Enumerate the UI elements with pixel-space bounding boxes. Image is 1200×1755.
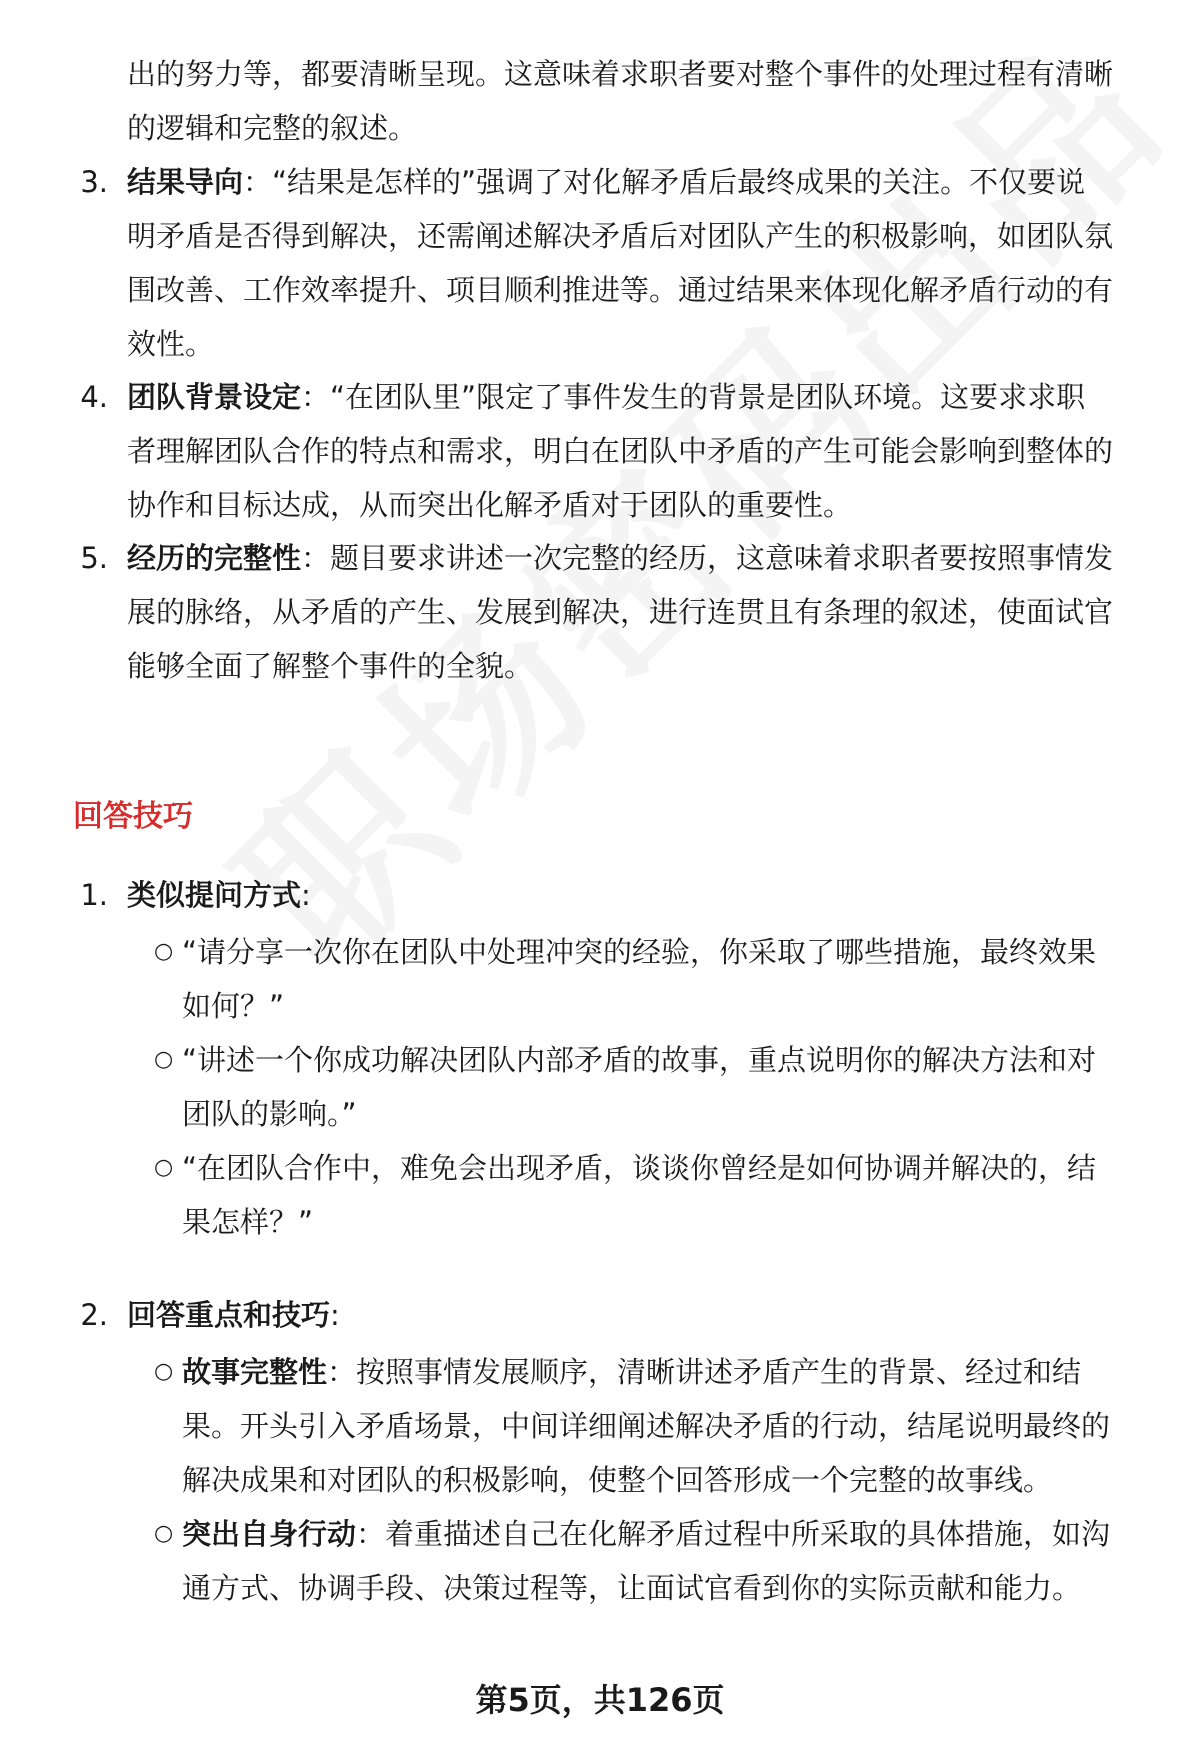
list-item-text: ：题目要求讲述一次完整的经历，这意味着求职者要按照事情发: [301, 541, 1114, 575]
list-number: 2.: [80, 1298, 108, 1332]
list-item-first-line: [127, 152, 1085, 212]
bullet-icon: ○: [154, 1359, 174, 1384]
intro-line: 出的努力等，都要清晰呈现。这意味着求职者要对整个事件的处理过程有清晰: [127, 57, 1114, 91]
list-number: 4.: [80, 380, 108, 414]
bullet-first-line: [182, 1504, 1110, 1564]
bullet-line: 如何？”: [182, 989, 285, 1023]
list-item-line: 能够全面了解整个事件的全貌。: [127, 649, 534, 683]
bullet-line: “讲述一个你成功解决团队内部矛盾的故事，重点说明你的解决方法和对: [182, 1043, 1097, 1077]
bullet-title: 突出自身行动: [182, 1517, 357, 1551]
list-item-line: 展的脉络，从矛盾的产生、发展到解决，进行连贯且有条理的叙述，使面试官: [127, 595, 1114, 629]
bullet-line: “在团队合作中，难免会出现矛盾，谈谈你曾经是如何协调并解决的，结: [182, 1151, 1097, 1185]
bullet-icon: ○: [154, 1155, 174, 1180]
bullet-line: 果怎样？”: [182, 1205, 314, 1239]
bullet-line: 果。开头引入矛盾场景，中间详细阐述解决矛盾的行动，结尾说明最终的: [182, 1409, 1111, 1443]
list-item-line: 明矛盾是否得到解决，还需阐述解决矛盾后对团队产生的积极影响，如团队氛: [127, 219, 1114, 253]
bullet-icon: ○: [154, 939, 174, 964]
bullet-icon: ○: [154, 1521, 174, 1546]
bullet-icon: ○: [154, 1047, 174, 1072]
list-number: 1.: [80, 878, 108, 912]
bullet-line: 团队的影响。”: [182, 1097, 357, 1131]
list-number: 5.: [80, 541, 108, 575]
list-item-title: 经历的完整性: [127, 541, 302, 575]
colon: :: [330, 1298, 340, 1332]
list-item-title: 团队背景设定: [127, 380, 302, 414]
list-item-heading: [127, 1285, 340, 1345]
list-number: 3.: [80, 165, 108, 199]
list-item-line: 效性。: [127, 327, 215, 361]
bullet-first-line: [182, 1342, 1081, 1402]
list-item-text: ：“结果是怎样的”强调了对化解矛盾后最终成果的关注。不仅要说: [243, 165, 1086, 199]
list-item-title: 回答重点和技巧: [127, 1298, 331, 1332]
bullet-line: “请分享一次你在团队中处理冲突的经验，你采取了哪些措施，最终效果: [182, 935, 1097, 969]
colon: :: [301, 878, 311, 912]
intro-line: 的逻辑和完整的叙述。: [127, 111, 418, 145]
bullet-line: 通方式、协调手段、决策过程等，让面试官看到你的实际贡献和能力。: [182, 1571, 1082, 1605]
bullet-text: ：着重描述自己在化解矛盾过程中所采取的具体措施，如沟: [356, 1517, 1111, 1551]
list-item-title: 结果导向: [127, 165, 244, 199]
bullet-text: ：按照事情发展顺序，清晰讲述矛盾产生的背景、经过和结: [327, 1355, 1082, 1389]
section-heading: 回答技巧: [73, 799, 193, 834]
list-item-first-line: [127, 367, 1085, 427]
bullet-title: 故事完整性: [182, 1355, 328, 1389]
list-item-line: 者理解团队合作的特点和需求，明白在团队中矛盾的产生可能会影响到整体的: [127, 434, 1114, 468]
list-item-heading: [127, 865, 311, 925]
list-item-title: 类似提问方式: [127, 878, 302, 912]
bullet-line: 解决成果和对团队的积极影响，使整个回答形成一个完整的故事线。: [182, 1463, 1053, 1497]
list-item-first-line: [127, 528, 1113, 588]
list-item-line: 围改善、工作效率提升、项目顺利推进等。通过结果来体现化解矛盾行动的有: [127, 273, 1114, 307]
list-item-line: 协作和目标达成，从而突出化解矛盾对于团队的重要性。: [127, 488, 853, 522]
list-item-text: ：“在团队里”限定了事件发生的背景是团队环境。这要求求职: [301, 380, 1086, 414]
page-footer: 第5页，共126页: [475, 1681, 725, 1719]
